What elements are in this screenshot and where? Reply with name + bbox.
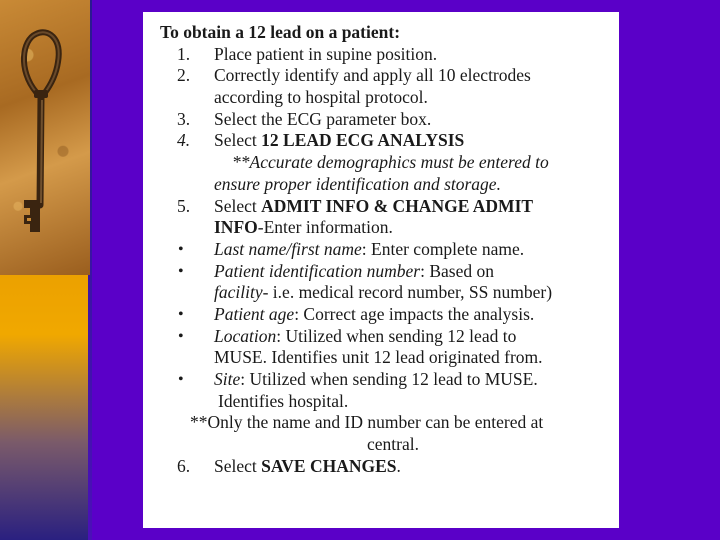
text-run: SAVE CHANGES: [261, 455, 397, 476]
text-run: Correctly identify and apply all 10 electrodes: [214, 65, 531, 86]
bullet-icon: •: [178, 371, 184, 388]
instruction-line: [160, 434, 616, 456]
text-run: 12 LEAD ECG ANALYSIS: [261, 130, 465, 151]
instruction-line: [160, 456, 616, 478]
text-run: : Based on: [420, 260, 494, 281]
line-text: [214, 326, 516, 348]
line-text: [214, 130, 464, 152]
line-text: [214, 304, 534, 326]
text-run: Select: [214, 455, 262, 476]
text-run: facility: [214, 282, 263, 303]
line-text: [214, 174, 501, 196]
text-run: Select: [214, 195, 262, 216]
bullet-icon: •: [178, 305, 184, 323]
instruction-line: [160, 65, 616, 87]
text-run: Last name/first name: [214, 238, 362, 259]
step-number: 5.: [177, 195, 191, 216]
instruction-line: [160, 174, 616, 196]
instruction-line: [160, 369, 616, 391]
text-run: Patient age: [214, 303, 295, 324]
bullet-icon: •: [178, 240, 184, 258]
text-run: -Enter information.: [257, 217, 393, 238]
instruction-line: [160, 391, 616, 413]
line-text: [214, 369, 538, 391]
text-run: .: [396, 455, 401, 476]
instruction-line: [160, 326, 616, 348]
line-text: [214, 282, 552, 304]
line-text: [190, 412, 543, 434]
text-run: : Correct age impacts the analysis.: [294, 303, 535, 324]
bullet-icon: •: [178, 327, 184, 345]
step-number: 1.: [177, 43, 191, 64]
step-number: 3.: [177, 108, 191, 129]
line-text: [214, 261, 494, 283]
instruction-line: [160, 87, 616, 109]
instruction-line: [160, 109, 616, 131]
instruction-line: [160, 261, 616, 283]
text-run: central.: [367, 434, 419, 455]
text-run: Select the ECG parameter box.: [214, 108, 432, 129]
text-run: **Only the name and ID number can be entered at: [190, 412, 544, 433]
line-text: [214, 65, 531, 87]
text-run: MUSE. Identifies unit 12 lead originated from.: [214, 347, 543, 368]
line-text: [367, 434, 419, 456]
text-run: - i.e. medical record number, SS number): [262, 282, 553, 303]
instruction-line: [160, 239, 616, 261]
instructions-text: [160, 22, 616, 477]
line-text: [214, 239, 524, 261]
text-run: Patient identification number: [214, 260, 421, 281]
text-run: : Utilized when sending 12 lead to MUSE.: [240, 369, 538, 389]
text-run: Select: [214, 130, 262, 151]
instruction-line: [160, 217, 616, 239]
page-title: To obtain a 12 lead on a patient:: [160, 22, 401, 42]
bullet-icon: •: [178, 262, 184, 280]
text-run: INFO: [214, 217, 258, 238]
text-run: Place patient in supine position.: [214, 43, 438, 64]
line-text: [218, 391, 348, 413]
step-number: 4.: [177, 130, 191, 151]
instruction-line: [160, 44, 616, 66]
antique-key-icon: [0, 0, 90, 275]
line-text: [214, 87, 428, 109]
line-text: [214, 456, 401, 478]
text-run: : Enter complete name.: [361, 238, 525, 259]
line-text: [214, 44, 437, 66]
text-run: **Accurate demographics must be entered to: [232, 152, 549, 173]
text-run: according to hospital protocol.: [214, 87, 428, 108]
line-text: [214, 196, 533, 218]
step-number: 2.: [177, 65, 191, 86]
instruction-line: [160, 282, 616, 304]
text-run: Location: [214, 325, 277, 346]
instruction-line: [160, 130, 616, 152]
instruction-line: [160, 412, 616, 434]
instruction-line: [160, 347, 616, 369]
line-text: [214, 347, 543, 369]
line-text: [232, 152, 549, 174]
text-run: Identifies hospital.: [218, 390, 349, 411]
line-text: [214, 109, 431, 131]
step-number: 6.: [177, 455, 191, 476]
instruction-line: [160, 196, 616, 218]
text-run: : Utilized when sending 12 lead to: [276, 325, 517, 346]
text-run: Site: [214, 369, 241, 389]
instruction-line: [160, 304, 616, 326]
line-text: [214, 217, 393, 239]
instruction-line: [160, 152, 616, 174]
text-run: ADMIT INFO & CHANGE ADMIT: [261, 195, 534, 216]
text-run: ensure proper identification and storage.: [214, 173, 501, 194]
document-panel: [143, 12, 619, 528]
key-photo: [0, 0, 90, 275]
